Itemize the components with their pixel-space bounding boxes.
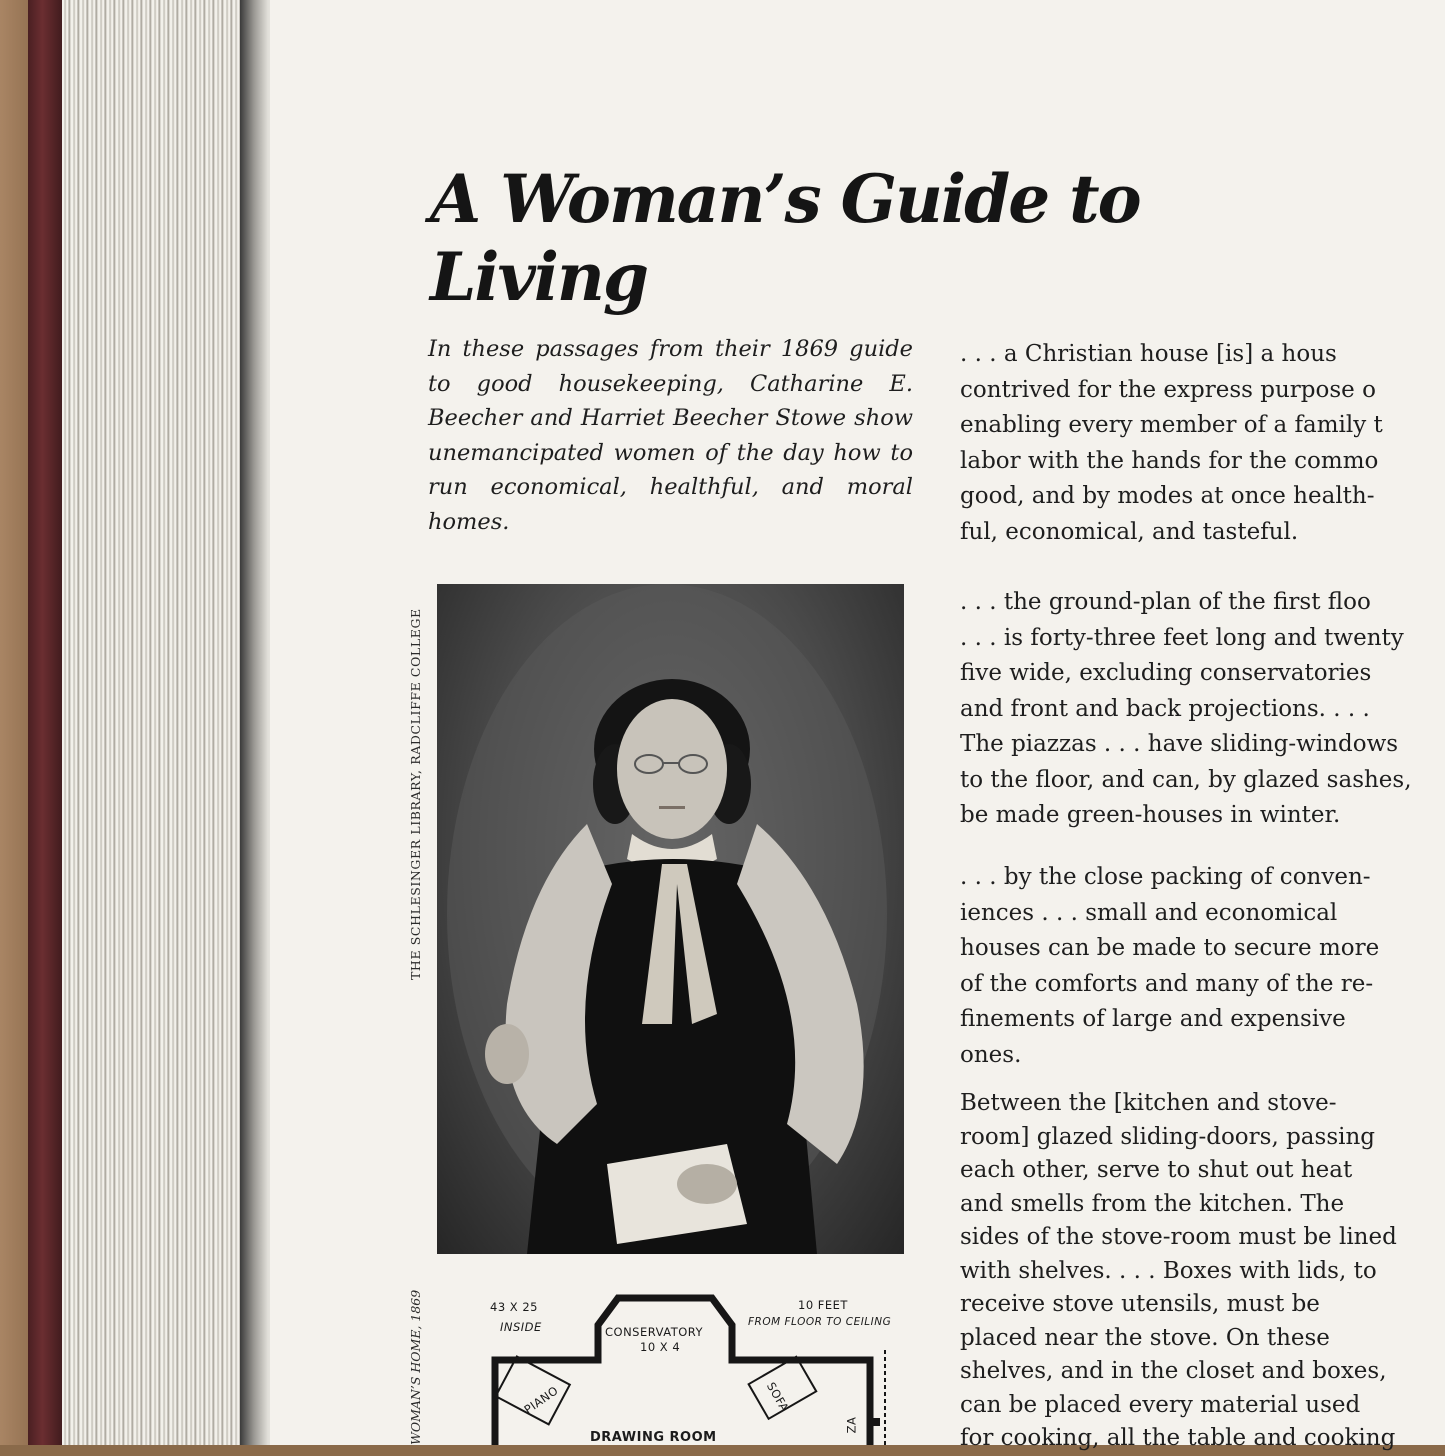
passage-line: finements of large and expensive xyxy=(960,1006,1346,1032)
passage-line: contrived for the express purpose o xyxy=(960,376,1376,403)
passage-line: room] glazed sliding-doors, passing xyxy=(960,1123,1376,1150)
passage-line: good, and by modes at once health- xyxy=(960,483,1375,509)
plan-drawing-room-label: DRAWING ROOM xyxy=(590,1430,717,1445)
passage-line: ful, economical, and tasteful. xyxy=(960,518,1299,545)
passage-line: of the comforts and many of the re- xyxy=(960,970,1374,997)
plan-sofa-label: SOFA xyxy=(763,1379,792,1415)
passage-line: sides of the stove-room must be lined xyxy=(960,1224,1397,1250)
page-stack-edges xyxy=(62,0,252,1445)
passage-line: . . . the ground-plan of the first floo xyxy=(960,589,1371,615)
book-cover-edge xyxy=(28,0,64,1445)
plan-height-note: FROM FLOOR TO CEILING xyxy=(748,1316,892,1328)
portrait-photo xyxy=(437,584,904,1254)
passage-2 xyxy=(960,585,1445,834)
passage-line: shelves, and in the closet and boxes, xyxy=(960,1358,1387,1384)
plan-conservatory-size: 10 X 4 xyxy=(640,1340,681,1354)
passage-3 xyxy=(960,860,1445,1073)
portrait-illustration xyxy=(437,584,904,1254)
plan-height: 10 FEET xyxy=(798,1298,848,1312)
passage-line: The piazzas . . . have sliding-windows xyxy=(960,731,1399,757)
plan-piano-label: PIANO xyxy=(521,1383,561,1417)
passage-line: ones. xyxy=(960,1041,1022,1068)
passage-line: can be placed every material used xyxy=(960,1391,1361,1418)
plan-dimensions: 43 X 25 xyxy=(490,1300,538,1314)
plan-conservatory-label: CONSERVATORY xyxy=(605,1325,704,1339)
passage-1 xyxy=(960,337,1445,550)
passage-line: and smells from the kitchen. The xyxy=(960,1190,1345,1217)
article-title: A Woman’s Guide to Living xyxy=(430,160,1140,316)
passage-line: receive stove utensils, must be xyxy=(960,1291,1320,1317)
passage-line: labor with the hands for the commo xyxy=(960,447,1379,474)
passage-line: for cooking, all the table and cooking xyxy=(960,1425,1396,1451)
passage-line: five wide, excluding conservatories xyxy=(960,660,1372,686)
passage-line: each other, serve to shut out heat xyxy=(960,1157,1353,1183)
passage-line: and front and back projections. . . . xyxy=(960,695,1370,722)
passage-line: houses can be made to secure more xyxy=(960,935,1380,961)
passage-line: . . . a Christian house [is] a hous xyxy=(960,341,1337,367)
passage-line: enabling every member of a family t xyxy=(960,412,1383,438)
passage-line: iences . . . small and economical xyxy=(960,899,1338,926)
plan-credit: WOMAN’S HOME, 1869 xyxy=(408,1289,423,1445)
floor-plan xyxy=(440,1290,910,1445)
photo-credit: THE SCHLESINGER LIBRARY, RADCLIFFE COLLEGE xyxy=(408,608,423,980)
passage-line: placed near the stove. On these xyxy=(960,1324,1330,1351)
passage-line: . . . is forty-three feet long and twenty xyxy=(960,624,1404,651)
passage-line: be made green-houses in winter. xyxy=(960,802,1341,828)
passage-line: to the floor, and can, by glazed sashes, xyxy=(960,766,1412,793)
passage-line: with shelves. . . . Boxes with lids, to xyxy=(960,1257,1377,1284)
passage-line: . . . by the close packing of conven- xyxy=(960,864,1371,890)
plan-piazza-label: ZA xyxy=(844,1416,859,1434)
article-intro: In these passages from their 1869 guide to good housekeeping, Catharine E. Beecher and Harriet Beecher Stowe show unemancipated women of the day how to run economical, healthful, and moral homes. xyxy=(428,336,913,535)
passage-4 xyxy=(960,1087,1445,1456)
passage-line: Between the [kitchen and stove- xyxy=(960,1090,1337,1116)
plan-inside-label: INSIDE xyxy=(500,1320,542,1334)
